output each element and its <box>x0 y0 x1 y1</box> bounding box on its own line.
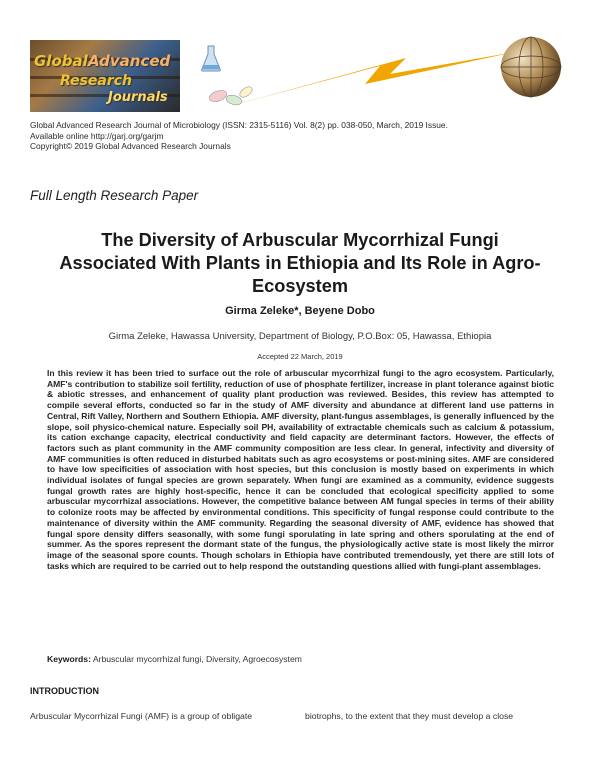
availability-line: Available online http://garj.org/garjm <box>30 130 164 141</box>
section-heading-introduction: INTRODUCTION <box>30 686 99 696</box>
paper-type: Full Length Research Paper <box>30 188 199 203</box>
journal-citation-line: Global Advanced Research Journal of Microbiology (ISSN: 2315-5116) Vol. 8(2) pp. 038-050, March, 2019 Issue. <box>30 120 448 130</box>
journal-logo <box>30 40 180 112</box>
keywords-list: Arbuscular mycorrhizal fungi, Diversity, Agroecosystem <box>92 654 302 664</box>
abstract: In this review it has been tried to surface out the role of arbuscular mycorrhizal fungi to the agro ecosystem. Particularly, AMF's contribution to stabilize soil fertility, reduction of use of phosphate fertilizer, increase in plant tolerance against biotic & abiotic stresses, and enhancement of quality plant production was reviewed. Besides, this review has attempted to compile several efforts, conducted so far in the study of AMF diversity and abundance at different land use patterns in Central, Rift Valley, Northern and Southern Ethiopia. AMF diversity, plant-fungus assemblages, is generally influenced by the slope, soil physico-chemical nature. Especially soil PH, availability of extractable chemicals such as calcium & potassium, its cation exchange capacity, electrical conductivity and field capacity are determinant factors. However, the effects of factors such as plant community in the AMF community composition are less clear. In general, infectivity and diversity of AMF communities is often reduced in disturbed habitats such as agro ecosystems or post-mining sites. AMF are considered to have low specificities of association with host species, but this conclusion is mostly based on experiments in which individual isolates of fungal species are grown separately. When fungi are examined as a community, evidence suggests fungal growth rates are highly host-specific, hence it can be concluded that ecological specificity applied to some arbuscular mycorrhizal associations. However, the competitive balance between AM fungal species in terms of their ability to colonize roots may be affected by environmental conditions. This specificity of fungal response could contribute to the maintenance of diversity within the AMF community. Regarding the seasonal diversity of AMF, evidence has showed that fungal spore density differs seasonally, with some fungi sporulating in late spring and others sporulating at the end of summer. As the spores represent the dormant state of the fungus, the physiologically active state is most likely the mirror image of the seasonal spore counts. Though scholars in Ethiopia have contributed tremendously, yet there are still lots of tasks which are required to be carried out to help respond the outstanding questions allied with fungi-plant assemblages. <box>47 368 554 571</box>
keywords <box>47 654 302 664</box>
affiliation: Girma Zeleke, Hawassa University, Department of Biology, P.O.Box: 05, Hawassa, Ethiopia <box>108 331 492 342</box>
intro-text-right-column: biotrophs, to the extent that they must develop a close <box>305 711 514 721</box>
globe-icon <box>498 34 564 100</box>
lightning-bolt-icon <box>230 44 520 116</box>
copyright-line: Copyright© 2019 Global Advanced Research Journals <box>30 141 231 152</box>
title-line: The Diversity of Arbuscular Mycorrhizal Fungi <box>101 230 499 250</box>
logo-word-research: Research <box>60 73 133 89</box>
keywords-label: Keywords: <box>47 654 91 664</box>
intro-text-left-column: Arbuscular Mycorrhizal Fungi (AMF) is a group of obligate <box>30 711 253 721</box>
flask-icon <box>200 44 222 72</box>
title-line: Associated With Plants in Ethiopia and Its Role in Agro- <box>59 253 541 273</box>
logo-word-journals: Journals <box>108 90 168 105</box>
journal-metadata <box>30 120 448 152</box>
accepted-date: Accepted 22 March, 2019 <box>257 352 343 361</box>
journal-banner <box>30 30 570 120</box>
paper-title <box>20 229 580 298</box>
logo-word-global: Global <box>34 52 88 70</box>
title-line: Ecosystem <box>251 276 349 296</box>
logo-word-advanced: Advanced <box>88 52 171 70</box>
authors: Girma Zeleke*, Beyene Dobo <box>225 305 375 317</box>
